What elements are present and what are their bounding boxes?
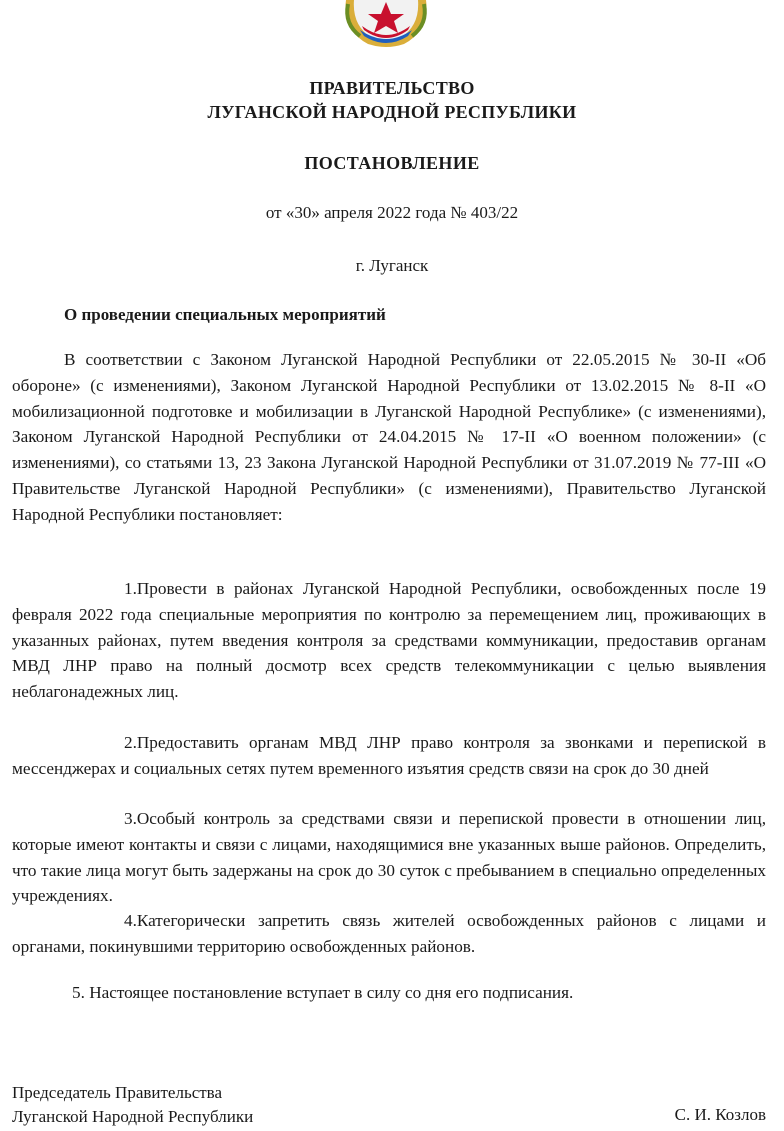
signatory-position (12, 1081, 253, 1129)
clause-number: 3. (124, 809, 137, 828)
government-title-line-1: ПРАВИТЕЛЬСТВО (309, 78, 475, 98)
clause-1 (12, 576, 766, 705)
clause-5 (72, 983, 573, 1003)
clause-number: 4. (124, 911, 137, 930)
clause-text: Предоставить органам МВД ЛНР право контроля за звонками и перепиской в мессенджерах и социальных сетях путем временного изъятия средств связи на срок до 30 дней (12, 733, 766, 778)
clause-text: Категорически запретить связь жителей освобожденных районов с лицами и органами, покинувшими территорию освобожденных районов. (12, 911, 766, 956)
clause-2 (12, 730, 766, 782)
document-type-heading: ПОСТАНОВЛЕНИЕ (304, 153, 480, 173)
coat-of-arms-emblem (338, 0, 434, 48)
signatory-position-line-1: Председатель Правительства (12, 1083, 223, 1102)
date-and-number: от «30» апреля 2022 года № 403/22 (265, 203, 519, 222)
signatory-position-line-2: Луганской Народной Республики (12, 1107, 254, 1126)
clause-number: 5. (72, 983, 85, 1002)
signatory-name: С. И. Козлов (674, 1105, 766, 1124)
clause-text: Провести в районах Луганской Народной Республики, освобожденных после 19 февраля 2022 года специальные мероприятия по контролю за перемещением лиц, проживающих в указанных районах, путем введения контроля за средствами коммуникации, предоставив органам МВД ЛНР право на полный досмотр всех средств телекоммуникации с целью выявления неблагонадежных лиц. (12, 579, 766, 702)
clause-text: Особый контроль за средствами связи и перепиской провести в отношении лиц, которые имеют контакты и связи с лицами, находящимися вне указанных выше районов. Определить, что такие лица могут быть задержаны на срок до 30 суток с пребыванием в специально определенных учреждениях. (12, 809, 766, 906)
clause-number: 2. (124, 733, 137, 752)
clause-text: Настоящее постановление вступает в силу со дня его подписания. (89, 983, 574, 1002)
clause-number: 1. (124, 579, 137, 598)
clause-3 (12, 806, 766, 909)
preamble-paragraph: В соответствии с Законом Луганской Народной Республики от 22.05.2015 № 30-II «Об обороне» (с изменениями), Законом Луганской Народной Республики от 13.02.2015 № 8-II «О мобилизационной подготовке и мобилизации в Луганской Народной Республике» (с изменениями), Законом Луганской Народной Республики от 24.04.2015 № 17-II «О военном положении» (с изменениями), со статьями 13, 23 Закона Луганской Народной Республики от 31.07.2019 № 77-III «О Правительстве Луганской Народной Республики» (с изменениями), Правительство Луганской Народной Республики постановляет: (12, 350, 766, 524)
clause-4 (12, 908, 766, 960)
government-title-line-2: ЛУГАНСКОЙ НАРОДНОЙ РЕСПУБЛИКИ (207, 102, 577, 122)
city-line: г. Луганск (355, 256, 429, 275)
document-subject: О проведении специальных мероприятий (64, 305, 386, 324)
